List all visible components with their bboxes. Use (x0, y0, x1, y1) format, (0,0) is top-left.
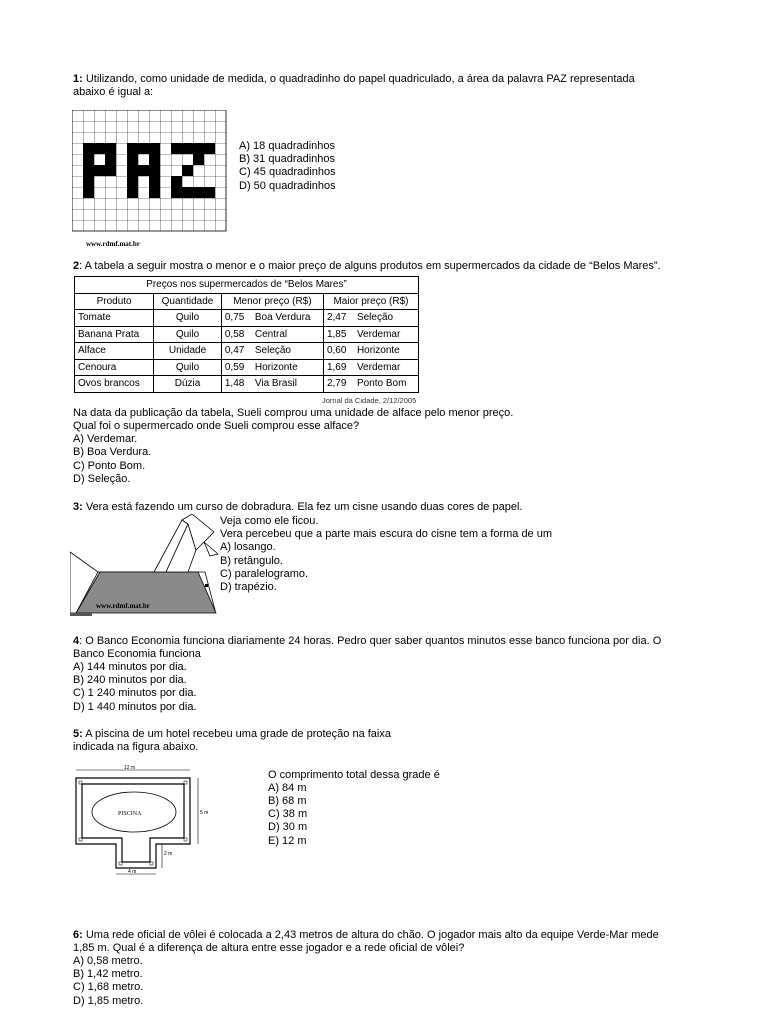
dim-top: 12 m (124, 765, 136, 771)
prices-table (74, 276, 419, 393)
cell-maior-loja: Horizonte (354, 343, 419, 360)
paz-grid-figure (72, 110, 228, 234)
q2-option-a[interactable]: A) Verdemar. (73, 433, 138, 445)
header-produto: Produto (75, 293, 154, 310)
q6-number: 6: (73, 929, 83, 941)
dim-bottom: 4 m (128, 869, 137, 875)
q1-statement-line2: abaixo é igual a: (73, 86, 154, 98)
q2-after-line2: Qual foi o supermercado onde Sueli comprou esse alface? (73, 420, 360, 432)
q3-number: 3: (73, 501, 83, 513)
table-row (75, 343, 419, 360)
q6-option-d[interactable]: D) 1,85 metro. (73, 995, 144, 1007)
q1-option-d[interactable]: D) 50 quadradinhos (239, 180, 336, 192)
q5-option-b[interactable]: B) 68 m (268, 795, 307, 807)
pool-label: PISCINA (118, 811, 142, 817)
table-row (75, 310, 419, 327)
cell-produto: Cenoura (75, 359, 154, 376)
cell-maior-loja: Ponto Bom (354, 376, 419, 393)
q5-statement-line1: 5: A piscina de um hotel recebeu uma grade de proteção na faixa (73, 728, 391, 740)
cell-produto: Ovos brancos (75, 376, 154, 393)
cell-maior-loja: Seleção (354, 310, 419, 327)
q5-option-e[interactable]: E) 12 m (268, 835, 307, 847)
q4-number: 4 (73, 635, 80, 647)
q4-option-a[interactable]: A) 144 minutos por dia. (73, 661, 187, 673)
table-source-credit: Jornal da Cidade, 2/12/2005 (322, 396, 417, 405)
q5-statement-line2: indicada na figura abaixo. (73, 741, 199, 753)
q4-option-b[interactable]: B) 240 minutos por dia. (73, 674, 187, 686)
cell-menor-valor: 0,47 (221, 343, 252, 360)
q6-option-a[interactable]: A) 0,58 metro. (73, 955, 143, 967)
cell-quantidade: Unidade (154, 343, 222, 360)
q6-option-b[interactable]: B) 1,42 metro. (73, 968, 143, 980)
cell-menor-loja: Boa Verdura (252, 310, 324, 327)
q4-statement-line1: 4: O Banco Economia funciona diariamente 24 horas. Pedro quer saber quantos minutos esse banco funciona por dia. O (73, 635, 662, 647)
dim-notch: 2 m (164, 851, 173, 857)
table-caption-row (75, 277, 419, 294)
table-header-row (75, 293, 419, 310)
q1-number: 1: (73, 73, 83, 85)
cell-maior-valor: 2,47 (323, 310, 354, 327)
cell-maior-loja: Verdemar (354, 326, 419, 343)
cell-maior-valor: 1,85 (323, 326, 354, 343)
q2-option-b[interactable]: B) Boa Verdura. (73, 446, 152, 458)
table-row (75, 359, 419, 376)
cell-menor-loja: Seleção (252, 343, 324, 360)
cell-menor-valor: 0,59 (221, 359, 252, 376)
cell-quantidade: Quilo (154, 310, 222, 327)
q3-statement: 3: Vera está fazendo um curso de dobradura. Ela fez um cisne usando duas cores de papel. (73, 501, 523, 513)
cell-menor-loja: Central (252, 326, 324, 343)
cell-maior-valor: 1,69 (323, 359, 354, 376)
table-caption: Preços nos supermercados de “Belos Mares” (75, 277, 419, 294)
q2-number: 2 (73, 260, 80, 272)
q4-statement-line2: Banco Economia funciona (73, 648, 201, 660)
cell-menor-valor: 0,58 (221, 326, 252, 343)
q1-statement-line1: 1: Utilizando, como unidade de medida, o quadradinho do papel quadriculado, a área da palavra PAZ representada (73, 73, 635, 85)
q4-option-c[interactable]: C) 1 240 minutos por dia. (73, 687, 197, 699)
q5-option-d[interactable]: D) 30 m (268, 821, 308, 833)
q4-option-d[interactable]: D) 1 440 minutos por dia. (73, 701, 197, 713)
pool-fence-figure (70, 762, 215, 877)
cell-produto: Tomate (75, 310, 154, 327)
q3-watermark: www.rdmf.mat.br (96, 602, 150, 610)
q3-option-b[interactable]: B) retângulo. (220, 555, 283, 567)
q6-statement-line1: 6: Uma rede oficial de vôlei é colocada a 2,43 metros de altura do chão. O jogador mais alto da equipe Verde-Mar mede (73, 929, 659, 941)
header-maior-preco: Maior preço (R$) (323, 293, 418, 310)
q1-option-c[interactable]: C) 45 quadradinhos (239, 166, 336, 178)
cell-menor-valor: 0,75 (221, 310, 252, 327)
q1-option-b[interactable]: B) 31 quadradinhos (239, 153, 336, 165)
q1-watermark: www.rdmf.mat.br (86, 240, 140, 248)
cell-menor-loja: Via Brasil (252, 376, 324, 393)
q6-statement-line2: 1,85 m. Qual é a diferença de altura entre esse jogador e a rede oficial de vôlei? (73, 942, 465, 954)
table-row (75, 326, 419, 343)
header-menor-preco: Menor preço (R$) (221, 293, 323, 310)
cell-maior-valor: 0,60 (323, 343, 354, 360)
cell-quantidade: Quilo (154, 359, 222, 376)
header-quantidade: Quantidade (154, 293, 222, 310)
q5-prompt: O comprimento total dessa grade é (268, 769, 440, 781)
dim-right: 5 m (200, 810, 209, 816)
cell-quantidade: Dúzia (154, 376, 222, 393)
q1-option-a[interactable]: A) 18 quadradinhos (239, 140, 336, 152)
cell-menor-loja: Horizonte (252, 359, 324, 376)
cell-menor-valor: 1,48 (221, 376, 252, 393)
q2-statement: 2: A tabela a seguir mostra o menor e o maior preço de alguns produtos em supermercados da cidade de “Belos Mares”. (73, 260, 661, 272)
q2-after-line1: Na data da publicação da tabela, Sueli comprou uma unidade de alface pelo menor preço. (73, 407, 514, 419)
q3-option-a[interactable]: A) losango. (220, 541, 276, 553)
cell-produto: Banana Prata (75, 326, 154, 343)
q2-option-d[interactable]: D) Seleção. (73, 473, 131, 485)
q3-line2: Veja como ele ficou. (220, 515, 319, 527)
q5-option-a[interactable]: A) 84 m (268, 782, 307, 794)
q3-option-d[interactable]: D) trapézio. (220, 581, 277, 593)
cell-quantidade: Quilo (154, 326, 222, 343)
q6-option-c[interactable]: C) 1,68 metro. (73, 981, 144, 993)
q5-option-c[interactable]: C) 38 m (268, 808, 308, 820)
cell-produto: Alface (75, 343, 154, 360)
q3-line3: Vera percebeu que a parte mais escura do cisne tem a forma de um (220, 528, 553, 540)
q2-option-c[interactable]: C) Ponto Bom. (73, 460, 146, 472)
q3-option-c[interactable]: C) paralelogramo. (220, 568, 309, 580)
cell-maior-loja: Verdemar (354, 359, 419, 376)
cell-maior-valor: 2,79 (323, 376, 354, 393)
table-row (75, 376, 419, 393)
q5-number: 5: (73, 728, 83, 740)
